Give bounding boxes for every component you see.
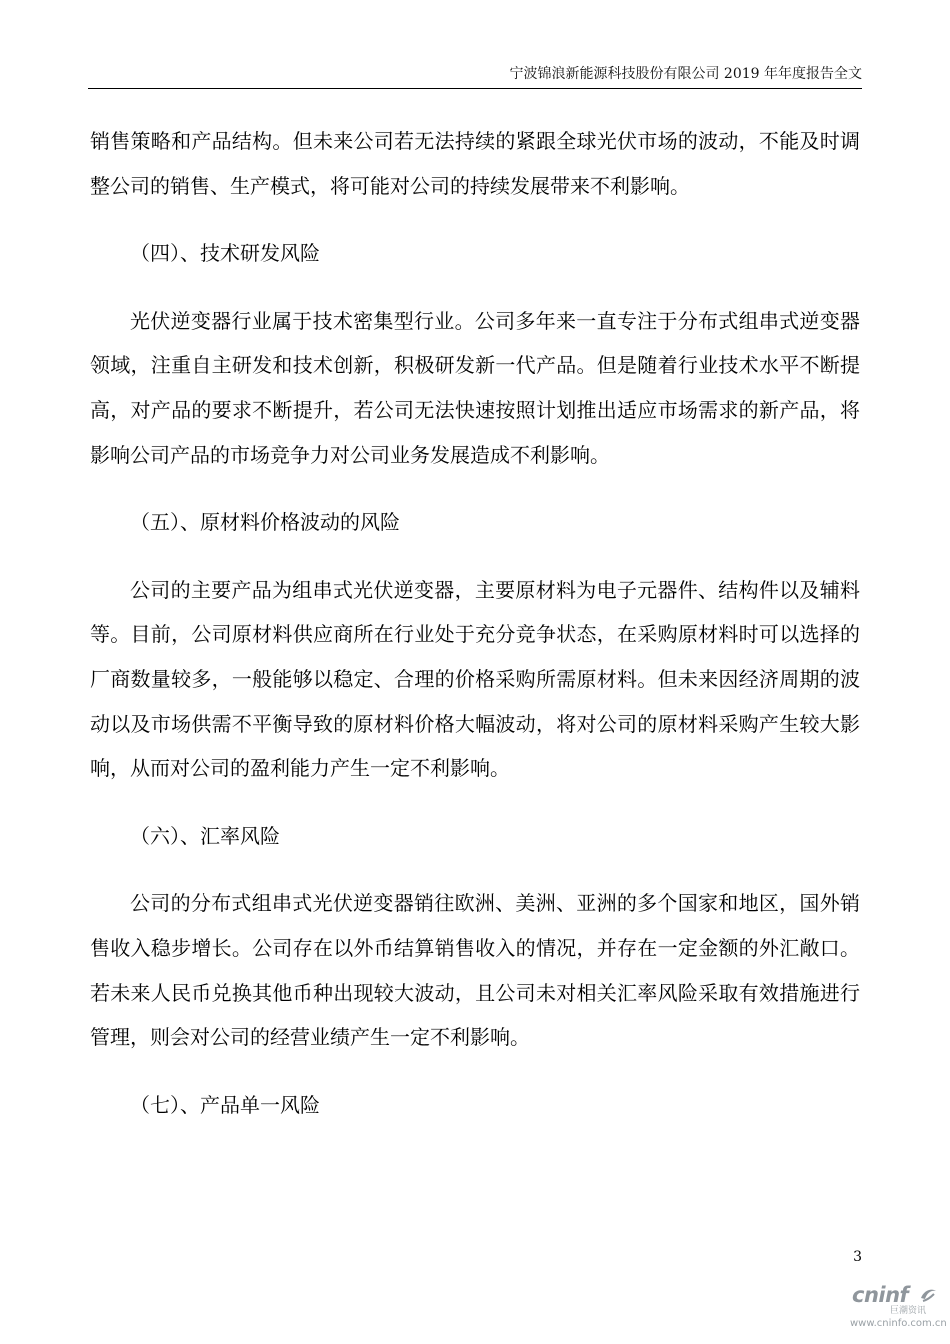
paragraph-sales-strategy: 销售策略和产品结构。但未来公司若无法持续的紧跟全球光伏市场的波动，不能及时调整公司的销售、生产模式，将可能对公司的持续发展带来不利影响。 xyxy=(90,129,860,198)
cninfo-url: www.cninfo.com.cn xyxy=(850,1318,947,1329)
cninfo-brand-chinese: 巨潮资讯 xyxy=(890,1306,927,1316)
section-heading-exchange-rate-risk: （六）、汇率风险 xyxy=(130,823,280,848)
section-heading-raw-material-risk: （五）、原材料价格波动的风险 xyxy=(130,510,400,535)
report-header-title: 宁波锦浪新能源科技股份有限公司 2019 年年度报告全文 xyxy=(509,66,862,82)
section-heading-rd-risk: （四）、技术研发风险 xyxy=(130,241,320,266)
section-heading-single-product-risk: （七）、产品单一风险 xyxy=(130,1092,320,1117)
paragraph-raw-material-risk: 公司的主要产品为组串式光伏逆变器，主要原材料为电子元器件、结构件以及辅料等。目前，公司原材料供应商所在行业处于充分竞争状态，在采购原材料时可以选择的厂商数量较多，一般能够以稳定、合理的价格采购所需原材料。但未来因经济周期的波动以及市场供需不平衡导致的原材料价格大幅波动，将对公司的原材料采购产生较大影响，从而对公司的盈利能力产生一定不利影响。 xyxy=(90,577,860,781)
document-body xyxy=(90,119,860,1150)
paragraph-exchange-rate-risk: 公司的分布式组串式光伏逆变器销往欧洲、美洲、亚洲的多个国家和地区，国外销售收入稳步增长。公司存在以外币结算销售收入的情况，并存在一定金额的外汇敞口。若未来人民币兑换其他币种出现较大波动，且公司未对相关汇率风险采取有效措施进行管理，则会对公司的经营业绩产生一定不利影响。 xyxy=(90,891,860,1050)
cninfo-watermark-logo xyxy=(838,1283,947,1331)
page-number: 3 xyxy=(853,1249,862,1265)
cninfo-swoosh-icon xyxy=(918,1286,938,1304)
header-divider xyxy=(88,88,862,89)
paragraph-rd-risk: 光伏逆变器行业属于技术密集型行业。公司多年来一直专注于分布式组串式逆变器领域，注重自主研发和技术创新，积极研发新一代产品。但是随着行业技术水平不断提高，对产品的要求不断提升，若公司无法快速按照计划推出适应市场需求的新产品，将影响公司产品的市场竞争力对公司业务发展造成不利影响。 xyxy=(90,308,860,467)
cninfo-brand-text: cninf xyxy=(852,1283,909,1307)
